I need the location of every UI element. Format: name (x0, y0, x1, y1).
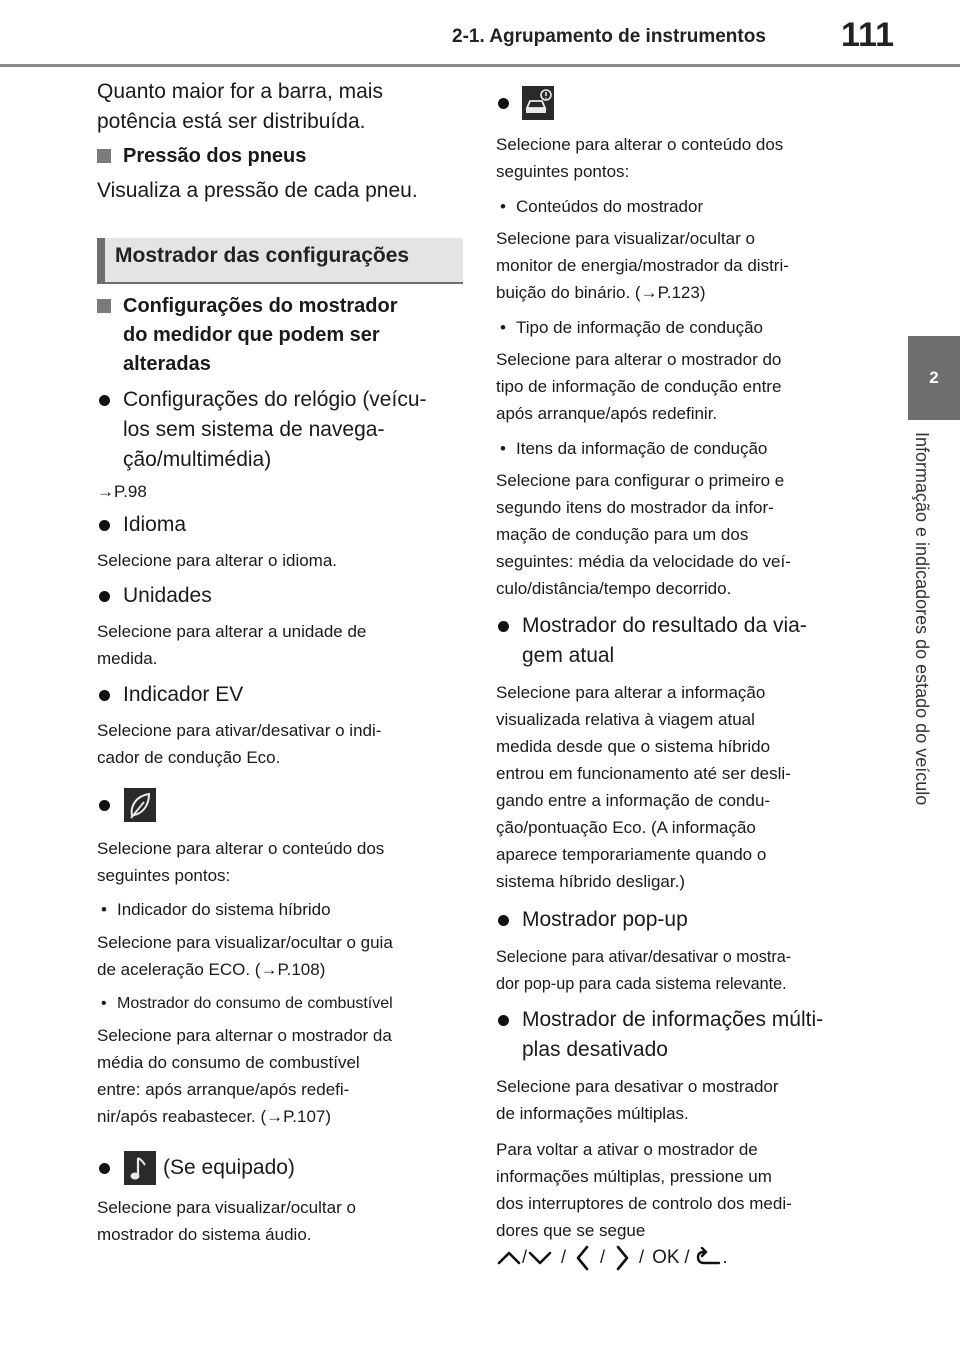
section-heading: Mostrador das configurações (115, 244, 410, 267)
hybrid-desc-1: Selecione para visualizar/ocultar o guia (97, 933, 393, 952)
driving-items-desc-5: culo/distância/tempo decorrido. (496, 579, 732, 598)
ev-indicator-item: Indicador EV (97, 680, 243, 710)
fuel-consumption-subitem: • Mostrador do consumo de combustível (101, 995, 393, 1012)
audio-optional-label: (Se equipado) (163, 1156, 295, 1179)
ev-desc-1: Selecione para ativar/desativar o indi- (97, 721, 382, 740)
period: . (722, 1246, 728, 1267)
separator: / (639, 1246, 645, 1267)
bullet-dot-icon (99, 1163, 110, 1174)
driving-type-desc-1: Selecione para alterar o mostrador do (496, 350, 782, 369)
trip-desc-5: gando entre a informação de condu- (496, 791, 771, 810)
multi-desc-2: de informações múltiplas. (496, 1104, 689, 1123)
settings-heading: Configurações do mostrador do medidor que podem ser alteradas (97, 292, 397, 379)
popup-desc-2: dor pop-up para cada sistema relevante. (496, 975, 787, 993)
multi-desc-1: Selecione para desativar o mostrador (496, 1077, 779, 1096)
chevron-right-icon (613, 1244, 631, 1272)
leaf-desc-2: seguintes pontos: (97, 866, 231, 885)
header-rule (0, 64, 960, 67)
contents-desc-2: monitor de energia/mostrador da distri- (496, 256, 789, 275)
popup-display-item: Mostrador pop-up (496, 905, 688, 935)
bullet-dot-icon (498, 915, 509, 926)
chapter-tab (908, 336, 960, 420)
fuel-desc-2: média do consumo de combustível (97, 1053, 360, 1072)
units-desc-2: medida. (97, 649, 158, 668)
driving-items-desc-1: Selecione para configurar o primeiro e (496, 471, 785, 490)
bullet-dot-icon (498, 621, 509, 632)
separator: / (600, 1246, 606, 1267)
trip-desc-2: visualizada relativa à viagem atual (496, 710, 755, 729)
chevron-left-icon (574, 1244, 592, 1272)
section-title: 2-1. Agrupamento de instrumentos (452, 26, 766, 47)
section-heading-bar (97, 238, 463, 284)
bullet-dot-icon (99, 591, 110, 602)
driving-info-type-subitem: • Tipo de informação de condução (500, 318, 763, 337)
hybrid-desc-2: de aceleração ECO. (→P.108) (97, 960, 326, 979)
trip-desc-6: ção/pontuação Eco. (A informação (496, 818, 756, 837)
audio-desc-1: Selecione para visualizar/ocultar o (97, 1198, 356, 1217)
ev-desc-2: cador de condução Eco. (97, 748, 281, 767)
bullet-dot-icon (99, 690, 110, 701)
units-desc-1: Selecione para alterar a unidade de (97, 622, 367, 641)
chapter-label-text: Informação e indicadores do estado do veículo (912, 432, 932, 806)
reactivate-line-2: informações múltiplas, pressione um (496, 1167, 772, 1186)
bullet-dot-icon (99, 800, 110, 811)
driving-type-desc-3: após arranque/após redefinir. (496, 404, 718, 423)
fuel-desc-1: Selecione para alternar o mostrador da (97, 1026, 392, 1045)
multi-info-disabled-item: Mostrador de informações múlti- plas desativado (496, 1005, 823, 1065)
trip-result-item: Mostrador do resultado da via- gem atual (496, 611, 807, 671)
trip-desc-3: medida desde que o sistema híbrido (496, 737, 771, 756)
trip-desc-8: sistema híbrido desligar.) (496, 872, 685, 891)
intro-line-2: potência está ser distribuída. (97, 110, 366, 133)
bullet-dot-icon (99, 395, 110, 406)
bullet-dot-icon (99, 520, 110, 531)
music-note-icon (124, 1151, 156, 1185)
tire-pressure-text: Visualiza a pressão de cada pneu. (97, 179, 418, 202)
language-item: Idioma (97, 510, 186, 540)
driving-items-desc-3: mação de condução para um dos (496, 525, 749, 544)
trip-desc-1: Selecione para alterar a informação (496, 683, 766, 702)
chevron-down-icon (527, 1247, 553, 1269)
control-switches-row (496, 1244, 728, 1274)
bullet-dot-icon (498, 98, 509, 109)
units-item: Unidades (97, 581, 212, 611)
driving-type-desc-2: tipo de informação de condução entre (496, 377, 782, 396)
clock-page-ref: →P.98 (97, 482, 147, 501)
chapter-label (912, 432, 946, 892)
chapter-number: 2 (929, 368, 939, 387)
separator: / (561, 1246, 567, 1267)
display-contents-subitem: • Conteúdos do mostrador (500, 197, 704, 216)
chevron-up-icon (496, 1247, 522, 1269)
trip-desc-7: aparece temporariamente quando o (496, 845, 767, 864)
clock-settings-item: Configurações do relógio (veícu- los sem sistema de navega- ção/multimédia) (97, 385, 427, 475)
reactivate-line-3: dos interruptores de controlo dos medi- (496, 1194, 792, 1213)
contents-desc-1: Selecione para visualizar/ocultar o (496, 229, 755, 248)
car-info-icon (522, 86, 554, 120)
leaf-icon (124, 788, 156, 822)
square-bullet-icon (97, 149, 111, 163)
popup-desc-1: Selecione para ativar/desativar o mostra- (496, 948, 792, 966)
driving-items-desc-2: segundo itens do mostrador da infor- (496, 498, 774, 517)
language-desc: Selecione para alterar o idioma. (97, 551, 338, 570)
tire-pressure-heading: Pressão dos pneus (97, 142, 306, 171)
car-desc-1: Selecione para alterar o conteúdo dos (496, 135, 784, 154)
fuel-desc-3: entre: após arranque/após redefi- (97, 1080, 350, 1099)
ok-label: OK (652, 1247, 680, 1268)
reactivate-line-1: Para voltar a ativar o mostrador de (496, 1140, 758, 1159)
car-desc-2: seguintes pontos: (496, 162, 630, 181)
trip-desc-4: entrou em funcionamento até ser desli- (496, 764, 791, 783)
bullet-dot-icon (498, 1015, 509, 1026)
driving-info-items-subitem: • Itens da informação de condução (500, 439, 768, 458)
page-header (0, 0, 960, 68)
reactivate-line-4: dores que se segue (496, 1221, 646, 1240)
driving-items-desc-4: seguintes: média da velocidade do veí- (496, 552, 791, 571)
separator: / (522, 1246, 528, 1267)
contents-desc-3: buição do binário. (→P.123) (496, 283, 706, 302)
separator: / (684, 1246, 690, 1267)
square-bullet-icon (97, 299, 111, 313)
audio-desc-2: mostrador do sistema áudio. (97, 1225, 312, 1244)
back-arrow-icon (695, 1247, 723, 1269)
intro-line-1: Quanto maior for a barra, mais (97, 80, 383, 103)
hybrid-indicator-subitem: • Indicador do sistema híbrido (101, 900, 331, 919)
page-number: 111 (841, 16, 894, 54)
leaf-desc-1: Selecione para alterar o conteúdo dos (97, 839, 385, 858)
fuel-desc-4: nir/após reabastecer. (→P.107) (97, 1107, 332, 1126)
